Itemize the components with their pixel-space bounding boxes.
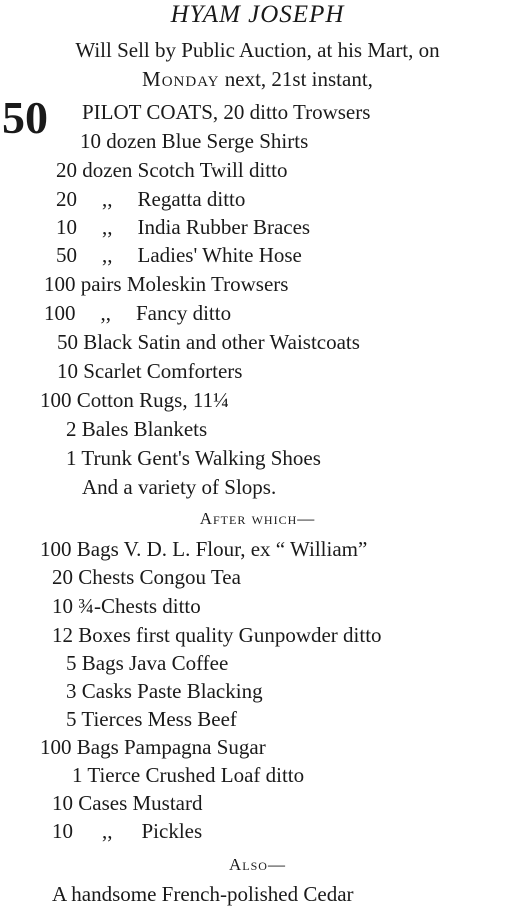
- lot-description: Tierce Crushed Loaf ditto: [87, 763, 305, 787]
- closing-text: A handsome French-polished Cedar: [52, 882, 354, 906]
- lot-description: ¾-Chests ditto: [78, 594, 201, 618]
- lot-quantity: 20: [56, 187, 77, 211]
- lot-quantity: 20: [56, 158, 77, 182]
- lot-quantity: 10: [52, 594, 73, 618]
- lot-quantity: 100: [40, 388, 72, 412]
- ditto-mark: ,,: [102, 215, 113, 239]
- lot-line: [56, 241, 302, 269]
- lot-quantity: 12: [52, 623, 73, 647]
- lot-line: [52, 592, 201, 620]
- lot-quantity: 100: [40, 735, 72, 759]
- lot-description: pairs Moleskin Trowsers: [80, 272, 289, 296]
- lot-quantity: 3: [66, 679, 77, 703]
- lot-description: Casks Paste Blacking: [81, 679, 263, 703]
- lot-line: [40, 535, 367, 563]
- lot-quantity: 1: [66, 446, 77, 470]
- lot-line: [40, 386, 229, 414]
- ditto-mark: ,,: [102, 187, 113, 211]
- lot-quantity: 10: [56, 215, 77, 239]
- lot-line: [82, 98, 370, 126]
- lot-description: Scarlet Comforters: [83, 359, 243, 383]
- lot-line: [82, 473, 276, 501]
- lot-line: [40, 733, 266, 761]
- lot-line: [44, 299, 231, 327]
- lot-description: Black Satin and other Waistcoats: [83, 330, 360, 354]
- intro-line-1: Will Sell by Public Auction, at his Mart, on: [75, 38, 440, 62]
- lot-description: Pickles: [141, 819, 203, 843]
- lot-quantity: 2: [66, 417, 77, 441]
- lot-line: [80, 127, 308, 155]
- lot-line: [52, 817, 202, 845]
- lot-description: Bales Blankets: [81, 417, 208, 441]
- lot-line: [72, 761, 304, 789]
- lot-line: [66, 705, 237, 733]
- intro-day: Monday: [142, 67, 220, 91]
- lot-quantity: 50: [56, 243, 77, 267]
- intro-text: [0, 36, 515, 94]
- lot-line: [56, 185, 245, 213]
- lot-line: [56, 156, 287, 184]
- lot-description: Boxes first quality Gunpowder ditto: [78, 623, 382, 647]
- lot-description: Chests Congou Tea: [78, 565, 241, 589]
- lot-description: dozen Scotch Twill ditto: [82, 158, 288, 182]
- lot-line: [52, 621, 382, 649]
- lot-description: 10 dozen Blue Serge Shirts: [80, 129, 309, 153]
- lot-line: [66, 649, 228, 677]
- lot-quantity: 5: [66, 707, 77, 731]
- section-heading-also: [0, 852, 515, 878]
- lot-description: Bags V. D. L. Flour, ex “ William”: [76, 537, 368, 561]
- lot-description: Bags Java Coffee: [81, 651, 229, 675]
- lot-description: And a variety of Slops.: [82, 475, 277, 499]
- lot-quantity: 1: [72, 763, 83, 787]
- section-heading-text: After which—: [199, 509, 316, 528]
- intro-line-2: [0, 65, 515, 94]
- lot-description: Trunk Gent's Walking Shoes: [81, 446, 321, 470]
- lot-quantity: 20: [52, 565, 73, 589]
- lot-quantity: 100: [44, 301, 76, 325]
- lot-line: [52, 789, 203, 817]
- section-heading-text: Also—: [229, 855, 286, 874]
- lot-line: [66, 677, 263, 705]
- lot-line: [52, 563, 241, 591]
- lot-quantity: 10: [52, 819, 73, 843]
- ditto-mark: ,,: [100, 301, 111, 325]
- closing-line: [52, 880, 354, 908]
- lot-quantity: 50: [57, 330, 78, 354]
- section-heading-after-which: [0, 506, 515, 532]
- lot-quantity: 10: [57, 359, 78, 383]
- intro-date: next, 21st instant,: [224, 67, 373, 91]
- lot-quantity: 100: [40, 537, 72, 561]
- lot-description: Regatta ditto: [137, 187, 246, 211]
- lot-description: PILOT COATS, 20 ditto Trowsers: [82, 100, 371, 124]
- lot-line: [57, 328, 360, 356]
- lot-quantity: 5: [66, 651, 77, 675]
- lot-description: Tierces Mess Beef: [81, 707, 237, 731]
- ditto-mark: ,,: [102, 243, 113, 267]
- ditto-mark: ,,: [102, 819, 113, 843]
- lot-description: Cases Mustard: [78, 791, 203, 815]
- lot-quantity: 10: [52, 791, 73, 815]
- lot-line: [66, 444, 321, 472]
- lot-line: [57, 357, 242, 385]
- lot-quantity: 100: [44, 272, 76, 296]
- lot-quantity-large: 50: [2, 92, 48, 143]
- lot-description: Cotton Rugs, 11¼: [76, 388, 229, 412]
- lot-description: Fancy ditto: [136, 301, 232, 325]
- auctioneer-name: HYAM JOSEPH: [170, 1, 345, 28]
- lot-description: India Rubber Braces: [137, 215, 311, 239]
- lot-line: [66, 415, 207, 443]
- lot-description: Bags Pampagna Sugar: [76, 735, 266, 759]
- lot-line: [56, 213, 310, 241]
- lot-description: Ladies' White Hose: [137, 243, 302, 267]
- lot-line: [44, 270, 288, 298]
